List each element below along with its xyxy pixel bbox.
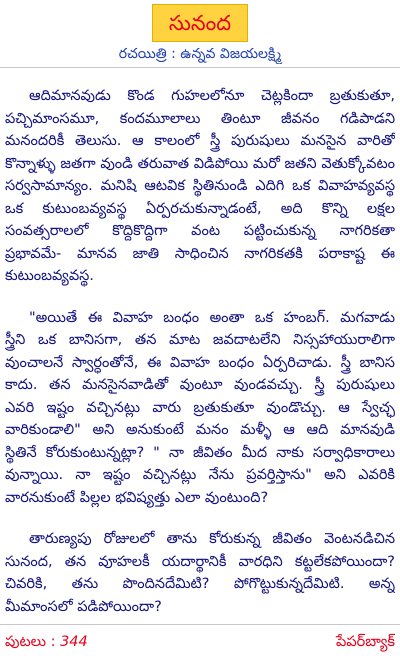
text-line: సునంద, తన వూహలకీ యదార్థానికీ వారధిని కట్టలేకపోయిందా? [5,553,395,570]
page-count-label: పుటలు : [5,634,56,650]
text-line: మీమాంసలో పడిపోయిందా? [5,598,162,615]
text-line: వున్నాయి. నా ఇష్టం వచ్చినట్లు నేను ప్రవర్తిస్తాను" అని ఎవరికి [5,467,395,483]
description-paragraph [5,528,395,618]
text-line: మనందరికీ తెలుసు. ఆ కాలంలో స్త్రీ పురుషులు మనసైన వారితో [5,133,395,149]
text-line: "అయితే ఈ వివాహ బంధం అంతా ఒక హంబగ్. మగవాడు [29,309,395,326]
title-badge [152,4,248,42]
divider [0,624,400,625]
description-paragraph [5,307,395,510]
text-line: చివరికి, తను పొందినదేమిటి? పోగొట్టుకున్నదేమిటి. అన్న [5,576,395,592]
format-label: పేపర్‌బ్యాక్ [336,634,395,650]
text-line: ఆదిమానవుడు కొండ గుహలలోనూ చెట్లకిందా బ్రతుకుతూ, [29,88,395,104]
book-description [5,85,395,637]
text-line: సర్వసామాన్యం. మనిషి ఆటవిక స్థితినుండి ఎదిగి ఒక వివాహవ్యవస్థ [5,178,395,194]
book-title: సునంద [168,11,232,35]
text-line: వుంచాలనే స్వార్ధంతోనే, ఈ వివాహ బంధం ఏర్పరిచాడు. స్త్రీ బానిస [5,354,395,371]
text-line: కుటుంబవ్యవస్థ. [5,268,94,284]
text-line: సంవత్సరాలలో కొద్దికొద్దిగా వంట పట్టించుకున్న నాగరికతా [5,223,395,239]
author-line: రచయిత్రి : ఉన్నవ విజయలక్ష్మి [118,46,282,62]
text-line: వారనుకుంటే పిల్లల భవిష్యత్తు ఎలా వుంటుంది? [5,489,269,506]
text-line: ఒక కుటుంబవ్యవస్థ ఏర్పరచుకున్నాడంటే, అది కొన్ని లక్షల [5,200,395,217]
page-count [5,631,205,653]
text-line: కొన్నాళ్ళు జతగా వుండి తరువాత విడిపోయి మరో జతని వెతుక్కోవటం [5,155,395,172]
text-line: ప్రభావమే- మానవ జాతి సాధించిన నాగరికతకి పరాకాష్ట ఈ [5,245,395,262]
text-line: స్త్రీని ఒక బానిసగా, తన మాట జవదాటలేని నిస్సహాయురాలిగా [5,332,395,348]
divider [0,67,400,68]
description-paragraph [5,85,395,288]
page-count-value: 344 [60,634,88,650]
text-line: తారుణ్యపు రోజులలో తాను కోరుకున్న జీవితం వెంటనడిచిన [29,531,395,547]
text-line: స్థితినే కోరుకుంటున్నట్లా? " నా జీవితం మీద నాకు సర్వాధికారాలు [5,444,395,461]
text-line: పచ్చిమాంసమూ, కందమూలాలు తింటూ జీవనం గడిపాడని [5,110,395,127]
text-line: కాదు. తన మనసైనవాడితో వుంటూ వుండవచ్చు. స్త్రీ పురుషులు [5,377,395,393]
text-line: ఎవరి ఇష్టం వచ్చినట్లు వారు బ్రతుకుతూ వుండొచ్చు. ఆ స్వేచ్ఛ [5,399,395,416]
text-line: వారికుండాలి" అని అనుకుంటే మనం మళ్ళీ ఆ ఆది మానవుడి [5,422,395,438]
